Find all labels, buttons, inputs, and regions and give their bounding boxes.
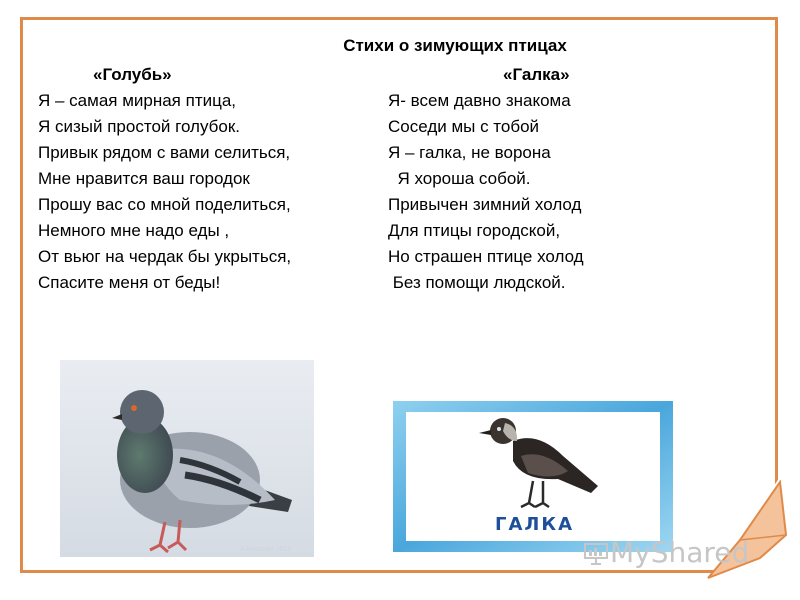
poem-line: Спасите меня от беды! bbox=[38, 273, 221, 292]
poem-line: Я – самая мирная птица, bbox=[38, 91, 237, 110]
poem-line: Я – галка, не ворона bbox=[388, 143, 551, 162]
poem-line: Привык рядом с вами селиться, bbox=[38, 143, 291, 162]
poem-line: Немного мне надо еды , bbox=[38, 221, 230, 240]
poem-line: Я хороша собой. bbox=[388, 169, 531, 188]
poem-line: Соседи мы с тобой bbox=[388, 117, 540, 136]
poem-line: Мне нравится ваш городок bbox=[38, 169, 250, 188]
photo-credit: А.Кисилин 2011 bbox=[240, 546, 291, 553]
poem-line: От вьюг на чердак бы укрыться, bbox=[38, 247, 292, 266]
poem-line: Для птицы городской, bbox=[388, 221, 561, 240]
poem-jackdaw bbox=[388, 62, 584, 296]
poem-line: Я сизый простой голубок. bbox=[38, 117, 240, 136]
poem-line: Привычен зимний холод bbox=[388, 195, 582, 214]
poem-title-pigeon: «Голубь» bbox=[93, 65, 172, 84]
jackdaw-card-label: ГАЛКА bbox=[495, 514, 574, 535]
watermark: MyShared bbox=[610, 536, 750, 569]
poem-line: Без помощи людской. bbox=[388, 273, 566, 292]
poem-line: Я- всем давно знакома bbox=[388, 91, 571, 110]
poem-line: Прошу вас со мной поделиться, bbox=[38, 195, 291, 214]
poem-pigeon bbox=[38, 62, 291, 296]
page-title: Стихи о зимующих птицах bbox=[343, 36, 567, 55]
presentation-icon bbox=[583, 540, 609, 566]
poem-line: Но страшен птице холод bbox=[388, 247, 584, 266]
pigeon-photo bbox=[60, 360, 314, 557]
poem-title-jackdaw: «Галка» bbox=[503, 65, 570, 84]
